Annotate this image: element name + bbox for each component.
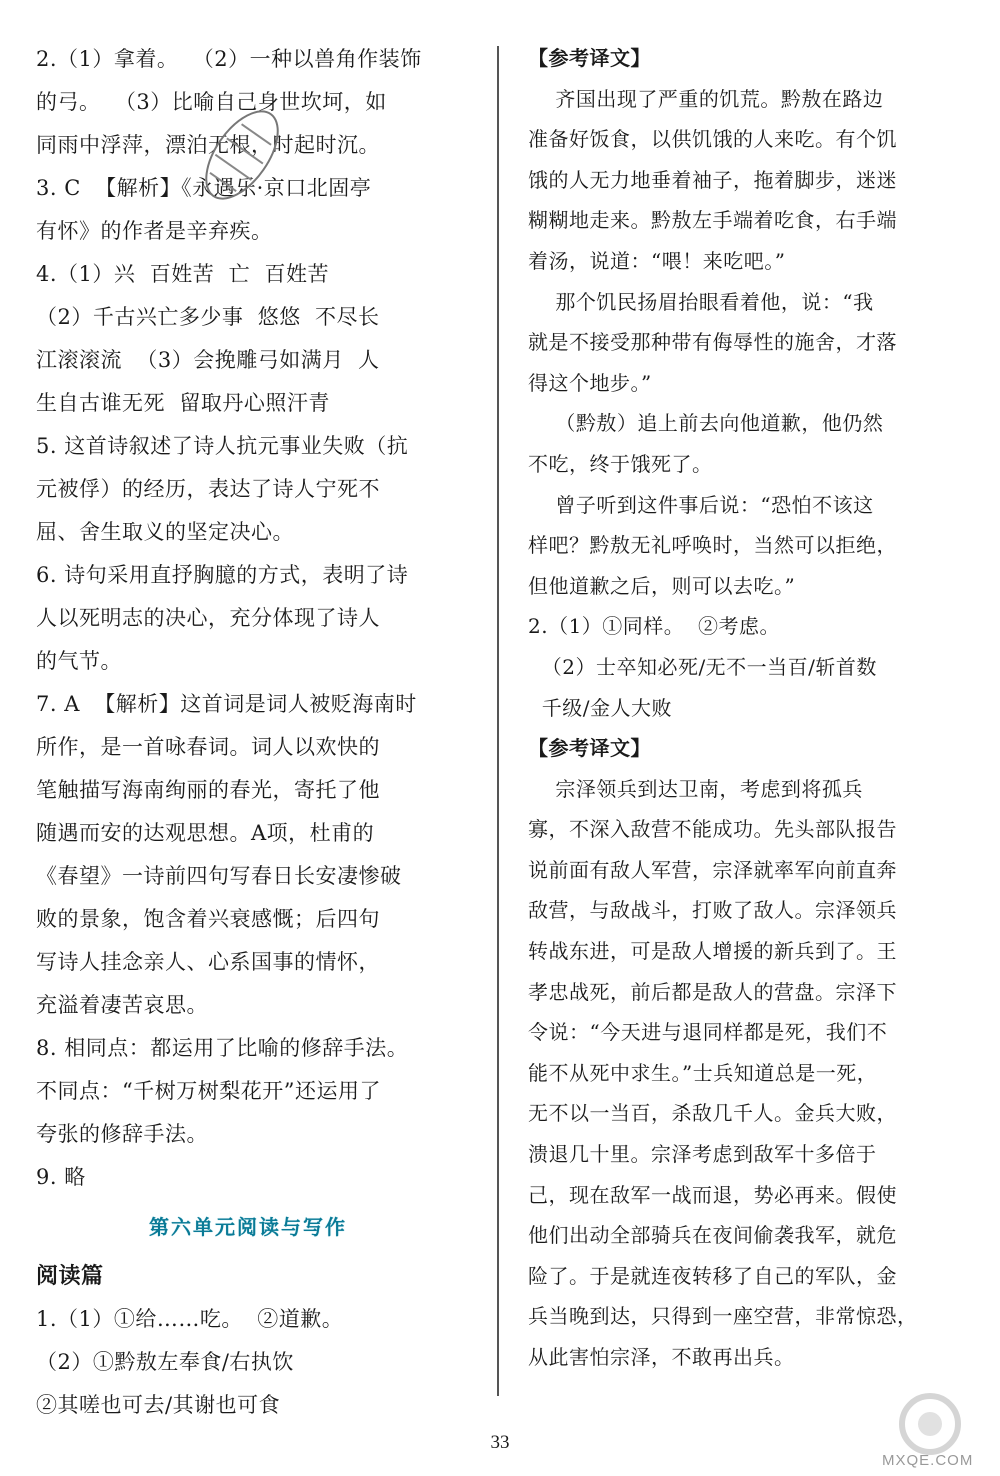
translation-line: 得这个地步。” — [528, 370, 652, 395]
answer-line: （2）千古兴亡多少事 悠悠 不尽长 — [36, 305, 380, 329]
translation-line: 能不从死中求生。”士兵知道总是一死， — [528, 1060, 878, 1085]
page-number: 33 — [490, 1432, 510, 1453]
left-tail-answers — [36, 1298, 460, 1427]
translation-line: （黔敖）追上前去向他道歉，他仍然 — [528, 411, 884, 436]
answer-line: 笔触描写海南绚丽的春光，寄托了他 — [36, 778, 380, 802]
translation-line: 宗泽领兵到达卫南，考虑到将孤兵 — [528, 776, 863, 801]
answer-line: 所作，是一首咏春词。词人以欢快的 — [36, 735, 380, 759]
answer-line: 随遇而安的达观思想。A项，杜甫的 — [36, 821, 375, 845]
translation-line: 令说：“今天进与退同样都是死，我们不 — [528, 1020, 888, 1045]
translation-line: 那个饥民扬眉抬眼看着他，说：“我 — [528, 289, 874, 314]
answer-line: ②其嗟也可去/其谢也可食 — [36, 1393, 281, 1417]
section-title: 第六单元阅读与写作 — [149, 1215, 347, 1239]
translation-line: 无不以一当百，杀敌几千人。金兵大败， — [528, 1101, 897, 1126]
answer-line: 9. 略 — [36, 1165, 86, 1189]
translation-line: 己，现在敌军一战而退，势必再来。假使 — [528, 1182, 897, 1207]
answer-line: 的弓。 （3）比喻自己身世坎坷，如 — [36, 90, 387, 114]
answer-line: 不同点：“千树万树梨花开”还运用了 — [36, 1079, 381, 1103]
translation-line: 从此害怕宗泽，不敢再出兵。 — [528, 1345, 795, 1369]
translation-line: 不吃，终于饿死了。 — [528, 451, 713, 476]
answer-line: 同雨中浮萍，漂泊无根，时起时沉。 — [36, 133, 380, 157]
answer-line: 的气节。 — [36, 649, 122, 673]
answer-line: 人以死明志的决心，充分体现了诗人 — [36, 606, 380, 630]
answer-line: 6. 诗句采用直抒胸臆的方式，表明了诗 — [36, 563, 409, 587]
left-column — [36, 38, 460, 1427]
translation-line: 但他道歉之后，则可以去吃。” — [528, 573, 796, 598]
translation-line: 齐国出现了严重的饥荒。黔敖在路边 — [528, 86, 884, 111]
translation-line: 就是不接受那种带有侮辱性的施舍，才落 — [528, 330, 897, 355]
answer-line: 2.（1）拿着。 （2）一种以兽角作装饰 — [36, 47, 422, 71]
translation-line: 【参考译文】 — [528, 46, 651, 70]
translation-line: 兵当晚到达，只得到一座空营，非常惊恐， — [528, 1304, 918, 1329]
translation-line: 寡，不深入敌营不能成功。先头部队报告 — [528, 817, 897, 842]
answer-line: （2）①黔敖左奉食/右执饮 — [36, 1350, 294, 1374]
answer-line: 夸张的修辞手法。 — [36, 1122, 208, 1146]
answer-line: 写诗人挂念亲人、心系国事的情怀， — [36, 950, 380, 974]
answer-line: 有怀》的作者是辛弃疾。 — [36, 219, 273, 243]
translation-line: 孝忠战死，前后都是敌人的营盘。宗泽下 — [528, 979, 897, 1004]
translation-line: 千级/金人大败 — [528, 695, 672, 720]
translation-line: 溃退几十里。宗泽考虑到敌军十多倍于 — [528, 1142, 877, 1167]
right-translations — [528, 38, 968, 1378]
translation-line: 饿的人无力地垂着袖子，拖着脚步，迷迷 — [528, 167, 897, 192]
answer-line: 元被俘）的经历，表达了诗人宁死不 — [36, 477, 380, 501]
answer-line: 1.（1）①给……吃。 ②道歉。 — [36, 1307, 344, 1331]
answer-line: 生自古谁无死 留取丹心照汗青 — [36, 391, 330, 415]
answer-line: 4.（1）兴 百姓苦 亡 百姓苦 — [36, 262, 329, 286]
reading-heading: 阅读篇 — [36, 1263, 104, 1289]
translation-line: 2.（1）①同样。 ②考虑。 — [528, 614, 781, 639]
translation-line: 他们出动全部骑兵在夜间偷袭我军，就危 — [528, 1223, 897, 1248]
column-divider — [497, 46, 499, 1396]
translation-line: 曾子听到这件事后说：“恐怕不该这 — [528, 492, 874, 517]
translation-line: 说前面有敌人军营，宗泽就率军向前直奔 — [528, 857, 897, 882]
right-column — [528, 38, 968, 1378]
answer-line: 《春望》一诗前四句写春日长安凄惨破 — [36, 864, 402, 888]
answer-line: 7. A 【解析】这首词是词人被贬海南时 — [36, 692, 417, 716]
translation-line: 准备好饭食，以供饥饿的人来吃。有个饥 — [528, 127, 897, 152]
translation-line: （2）士卒知必死/无不一当百/斩首数 — [528, 654, 877, 679]
answer-line: 3. C 【解析】《永遇乐·京口北固亭 — [36, 176, 372, 200]
answer-line: 江滚滚流 （3）会挽雕弓如满月 人 — [36, 348, 380, 372]
answer-line: 屈、舍生取义的坚定决心。 — [36, 520, 294, 544]
answer-line: 8. 相同点：都运用了比喻的修辞手法。 — [36, 1036, 409, 1060]
translation-line: 转战东进，可是敌人增援的新兵到了。王 — [528, 939, 897, 964]
translation-line: 险了。于是就连夜转移了自己的军队，金 — [528, 1263, 897, 1288]
watermark-text: MXQE.COM — [882, 1452, 974, 1469]
translation-line: 糊糊地走来。黔敖左手端着吃食，右手端 — [528, 208, 897, 233]
translation-line: 【参考译文】 — [528, 736, 651, 761]
translation-line: 样吧？黔敖无礼呼唤时，当然可以拒绝， — [528, 533, 897, 558]
answer-line: 败的景象，饱含着兴衰感慨；后四句 — [36, 907, 380, 931]
translation-line: 着汤，说道：“喂！来吃吧。” — [528, 248, 786, 273]
answer-line: 5. 这首诗叙述了诗人抗元事业失败（抗 — [36, 434, 409, 458]
translation-line: 敌营，与敌战斗，打败了敌人。宗泽领兵 — [528, 898, 897, 923]
left-answers — [36, 38, 460, 1199]
answer-line: 充溢着凄苦哀思。 — [36, 993, 208, 1017]
